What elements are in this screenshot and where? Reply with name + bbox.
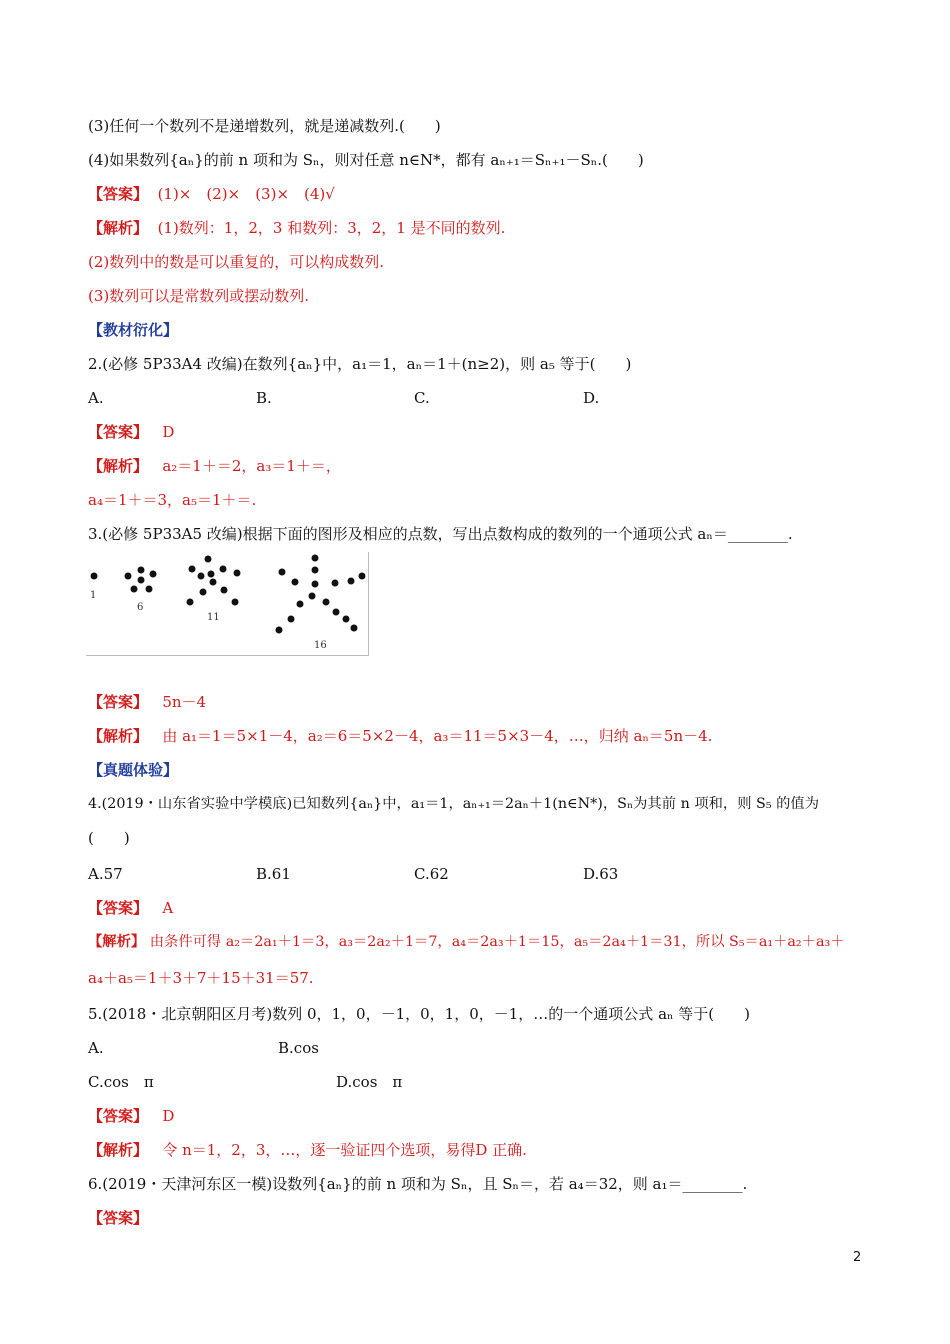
answer-line: [88, 1208, 148, 1228]
option-d: D.cos π: [336, 1073, 403, 1091]
answer-text: D: [162, 1107, 175, 1125]
analysis-line: [88, 456, 341, 476]
analysis-text: a₄＋a₅＝1＋3＋7＋15＋31＝57.: [88, 969, 314, 987]
analysis-tag: 【解析】: [88, 934, 146, 950]
analysis-text: a₂＝1＋＝2，a₃＝1＋＝，: [162, 457, 341, 475]
answer-tag: 【答案】: [88, 185, 149, 203]
analysis-text: (1)数列：1，2，3 和数列：3，2，1 是不同的数列.: [157, 219, 506, 237]
option-a: A.57: [88, 865, 123, 883]
answer-line: [88, 1106, 174, 1126]
analysis-tag: 【解析】: [88, 457, 149, 475]
text-line: (3)任何一个数列不是递增数列，就是递减数列.( ): [88, 117, 441, 135]
analysis-line: [88, 1140, 527, 1160]
answer-line: [88, 422, 174, 442]
answer-line: [88, 184, 335, 204]
answer-text: (1)× (2)× (3)× (4)√: [157, 185, 335, 203]
answer-line: [88, 692, 206, 712]
option-b: B.: [256, 389, 272, 407]
question-5: 5.(2018・北京朝阳区月考)数列 0，1，0，－1，0，1，0，－1，…的一个通项公式 aₙ 等于( ): [88, 1005, 750, 1023]
question-2: 2.(必修 5P33A4 改编)在数列{aₙ}中，a₁＝1，aₙ＝1＋(n≥2)，则 a₅ 等于( ): [88, 355, 632, 373]
answer-text: A: [162, 899, 174, 917]
section-heading: 【教材衍化】: [88, 321, 179, 339]
analysis-text: 令 n＝1，2，3，…，逐一验证四个选项，易得D 正确.: [162, 1141, 527, 1159]
question-4-paren: ( ): [88, 829, 130, 847]
figure-label: 16: [314, 640, 327, 651]
option-c: C.62: [414, 865, 449, 883]
question-6: 6.(2019・天津河东区一模)设数列{aₙ}的前 n 项和为 Sₙ，且 Sₙ＝，若 a₄＝32，则 a₁＝________.: [88, 1175, 748, 1193]
option-a: A.: [88, 389, 104, 407]
analysis-text: (2)数列中的数是可以重复的，可以构成数列.: [88, 253, 385, 271]
analysis-line: [88, 218, 505, 238]
analysis-tag: 【解析】: [88, 1141, 149, 1159]
section-heading: 【真题体验】: [88, 761, 179, 779]
answer-tag: 【答案】: [88, 1209, 149, 1227]
analysis-line: [88, 726, 712, 746]
question-4: 4.(2019・山东省实验中学模底)已知数列{aₙ}中，a₁＝1，aₙ₊₁＝2aₙ＋1(n∈N*)，Sₙ为其前 n 项和，则 S₅ 的值为: [88, 796, 820, 812]
option-d: D.63: [583, 865, 619, 883]
figure-label: 11: [207, 612, 220, 623]
analysis-text: (3)数列可以是常数列或摆动数列.: [88, 287, 310, 305]
analysis-line: [88, 932, 845, 952]
option-c: C.: [414, 389, 430, 407]
option-d: D.: [583, 389, 600, 407]
answer-tag: 【答案】: [88, 1107, 149, 1125]
analysis-tag: 【解析】: [88, 727, 149, 745]
text-line: (4)如果数列{aₙ}的前 n 项和为 Sₙ，则对任意 n∈N*，都有 aₙ₊₁＝Sₙ₊₁－Sₙ.( ): [88, 151, 644, 169]
option-b: B.cos: [278, 1039, 319, 1057]
page-number: 2: [853, 1250, 862, 1265]
answer-tag: 【答案】: [88, 423, 149, 441]
analysis-tag: 【解析】: [88, 219, 149, 237]
analysis-text: 由条件可得 a₂＝2a₁＋1＝3，a₃＝2a₂＋1＝7，a₄＝2a₃＋1＝15，a₅＝2a₄＋1＝31，所以 S₅＝a₁＋a₂＋a₃＋: [149, 934, 845, 950]
answer-tag: 【答案】: [88, 693, 149, 711]
option-a: A.: [88, 1039, 104, 1057]
answer-text: 5n－4: [162, 693, 207, 711]
figure-label: 1: [90, 590, 97, 601]
option-b: B.61: [256, 865, 291, 883]
dot-pattern-figure: [86, 552, 369, 656]
dot-patterns: [86, 552, 368, 655]
answer-tag: 【答案】: [88, 899, 149, 917]
figure-label: 6: [137, 602, 144, 613]
question-3: 3.(必修 5P33A5 改编)根据下面的图形及相应的点数，写出点数构成的数列的一个通项公式 aₙ＝________.: [88, 525, 793, 543]
analysis-text: 由 a₁＝1＝5×1－4，a₂＝6＝5×2－4，a₃＝11＝5×3－4，…，归纳 aₙ＝5n－4.: [162, 727, 713, 745]
analysis-text: a₄＝1＋＝3，a₅＝1＋＝.: [88, 491, 257, 509]
answer-line: [88, 898, 173, 918]
option-c: C.cos π: [88, 1073, 154, 1091]
answer-text: D: [162, 423, 175, 441]
